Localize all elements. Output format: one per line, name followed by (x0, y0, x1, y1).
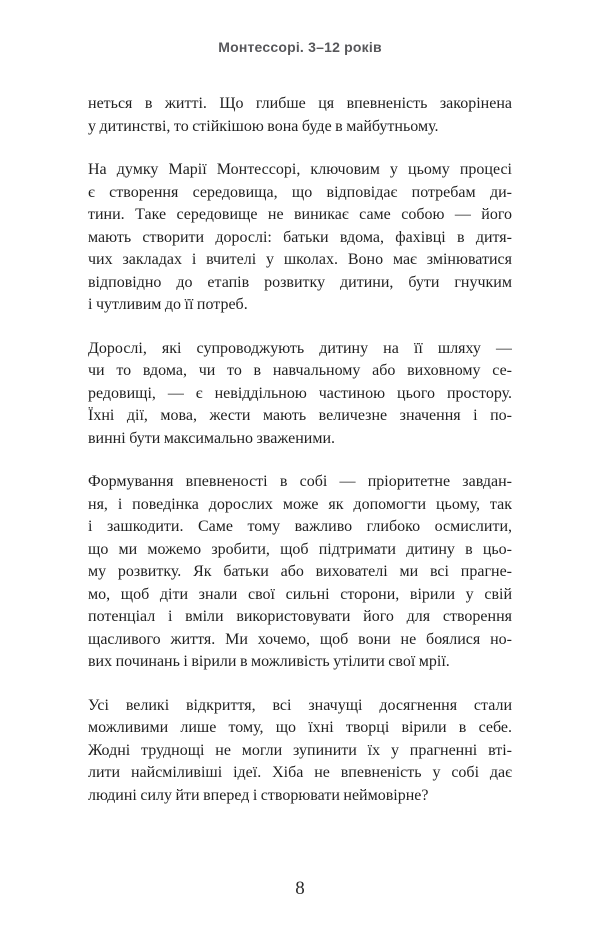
text-line: у дитинстві, то стійкішою вона буде в майбутньому. (88, 117, 439, 135)
text-line: винні бути максимально зваженими. (88, 429, 336, 447)
text-line: можливими лише тому, що їхні творці вірили в себе. (88, 719, 512, 736)
text-line: тини. Таке середовище не виникає саме собою — його (88, 206, 512, 223)
paragraph (88, 93, 512, 138)
text-line: є створення середовища, що відповідає потребам ди- (88, 183, 512, 201)
text-line: і зашкодити. Саме тому важливо глибоко осмислити, (88, 518, 512, 535)
text-line: чи то вдома, чи то в навчальному або виховному се- (88, 362, 512, 379)
text-line: му розвитку. Як батьки або вихователі ми всі прагне- (88, 563, 512, 580)
text-line: неться в житті. Що глибше ця впевненість закорінена (88, 95, 512, 112)
running-header: Монтессорі. 3–12 років (218, 39, 382, 55)
text-line: Усі великі відкриття, всі значущі досягнення стали (88, 696, 512, 714)
paragraph (88, 338, 512, 451)
text-line: мо, щоб діти знали свої сильні сторони, вірили у свій (88, 585, 512, 603)
text-line: чих закладах і вчителі у школах. Воно має змінюватися (88, 251, 512, 268)
text-line: вих починань і вірили в можливість утілити свої мрії. (88, 653, 450, 670)
paragraph (88, 471, 512, 674)
paragraph (88, 695, 512, 808)
text-line: щасливого життя. Ми хочемо, щоб вони не боялися но- (88, 630, 512, 648)
text-line: мають створити дорослі: батьки вдома, фахівці в дитя- (88, 228, 512, 246)
page-number: 8 (295, 878, 305, 899)
text-line: редовищі, — є невіддільною частиною цього простору. (88, 384, 512, 402)
text-line: Дорослі, які супроводжують дитину на її шляху — (88, 339, 512, 357)
text-line: лити найсміливіші ідеї. Хіба не впевненість у собі дає (88, 764, 512, 781)
text-line: людині силу йти вперед і створювати неймовірне? (88, 786, 429, 804)
paragraph (88, 159, 512, 317)
text-line: і чутливим до її потреб. (88, 296, 248, 313)
text-line: відповідно до етапів розвитку дитини, бути гнучким (88, 273, 512, 291)
text-line: Їхні дії, мова, жести мають величезне значення і по- (88, 407, 512, 424)
text-line: Формування впевненості в собі — пріоритетне завдан- (88, 473, 512, 490)
body-text (88, 93, 512, 807)
text-line: що ми можемо зробити, щоб підтримати дитину в цьо- (88, 540, 512, 558)
text-line: потенціал і вміли використовувати його для створення (88, 608, 512, 625)
text-line: ня, і поведінка дорослих може як допомогти цьому, так (88, 495, 512, 513)
text-line: На думку Марії Монтессорі, ключовим у цьому процесі (88, 161, 512, 178)
text-line: Жодні труднощі не могли зупинити їх у прагненні вті- (88, 741, 512, 759)
